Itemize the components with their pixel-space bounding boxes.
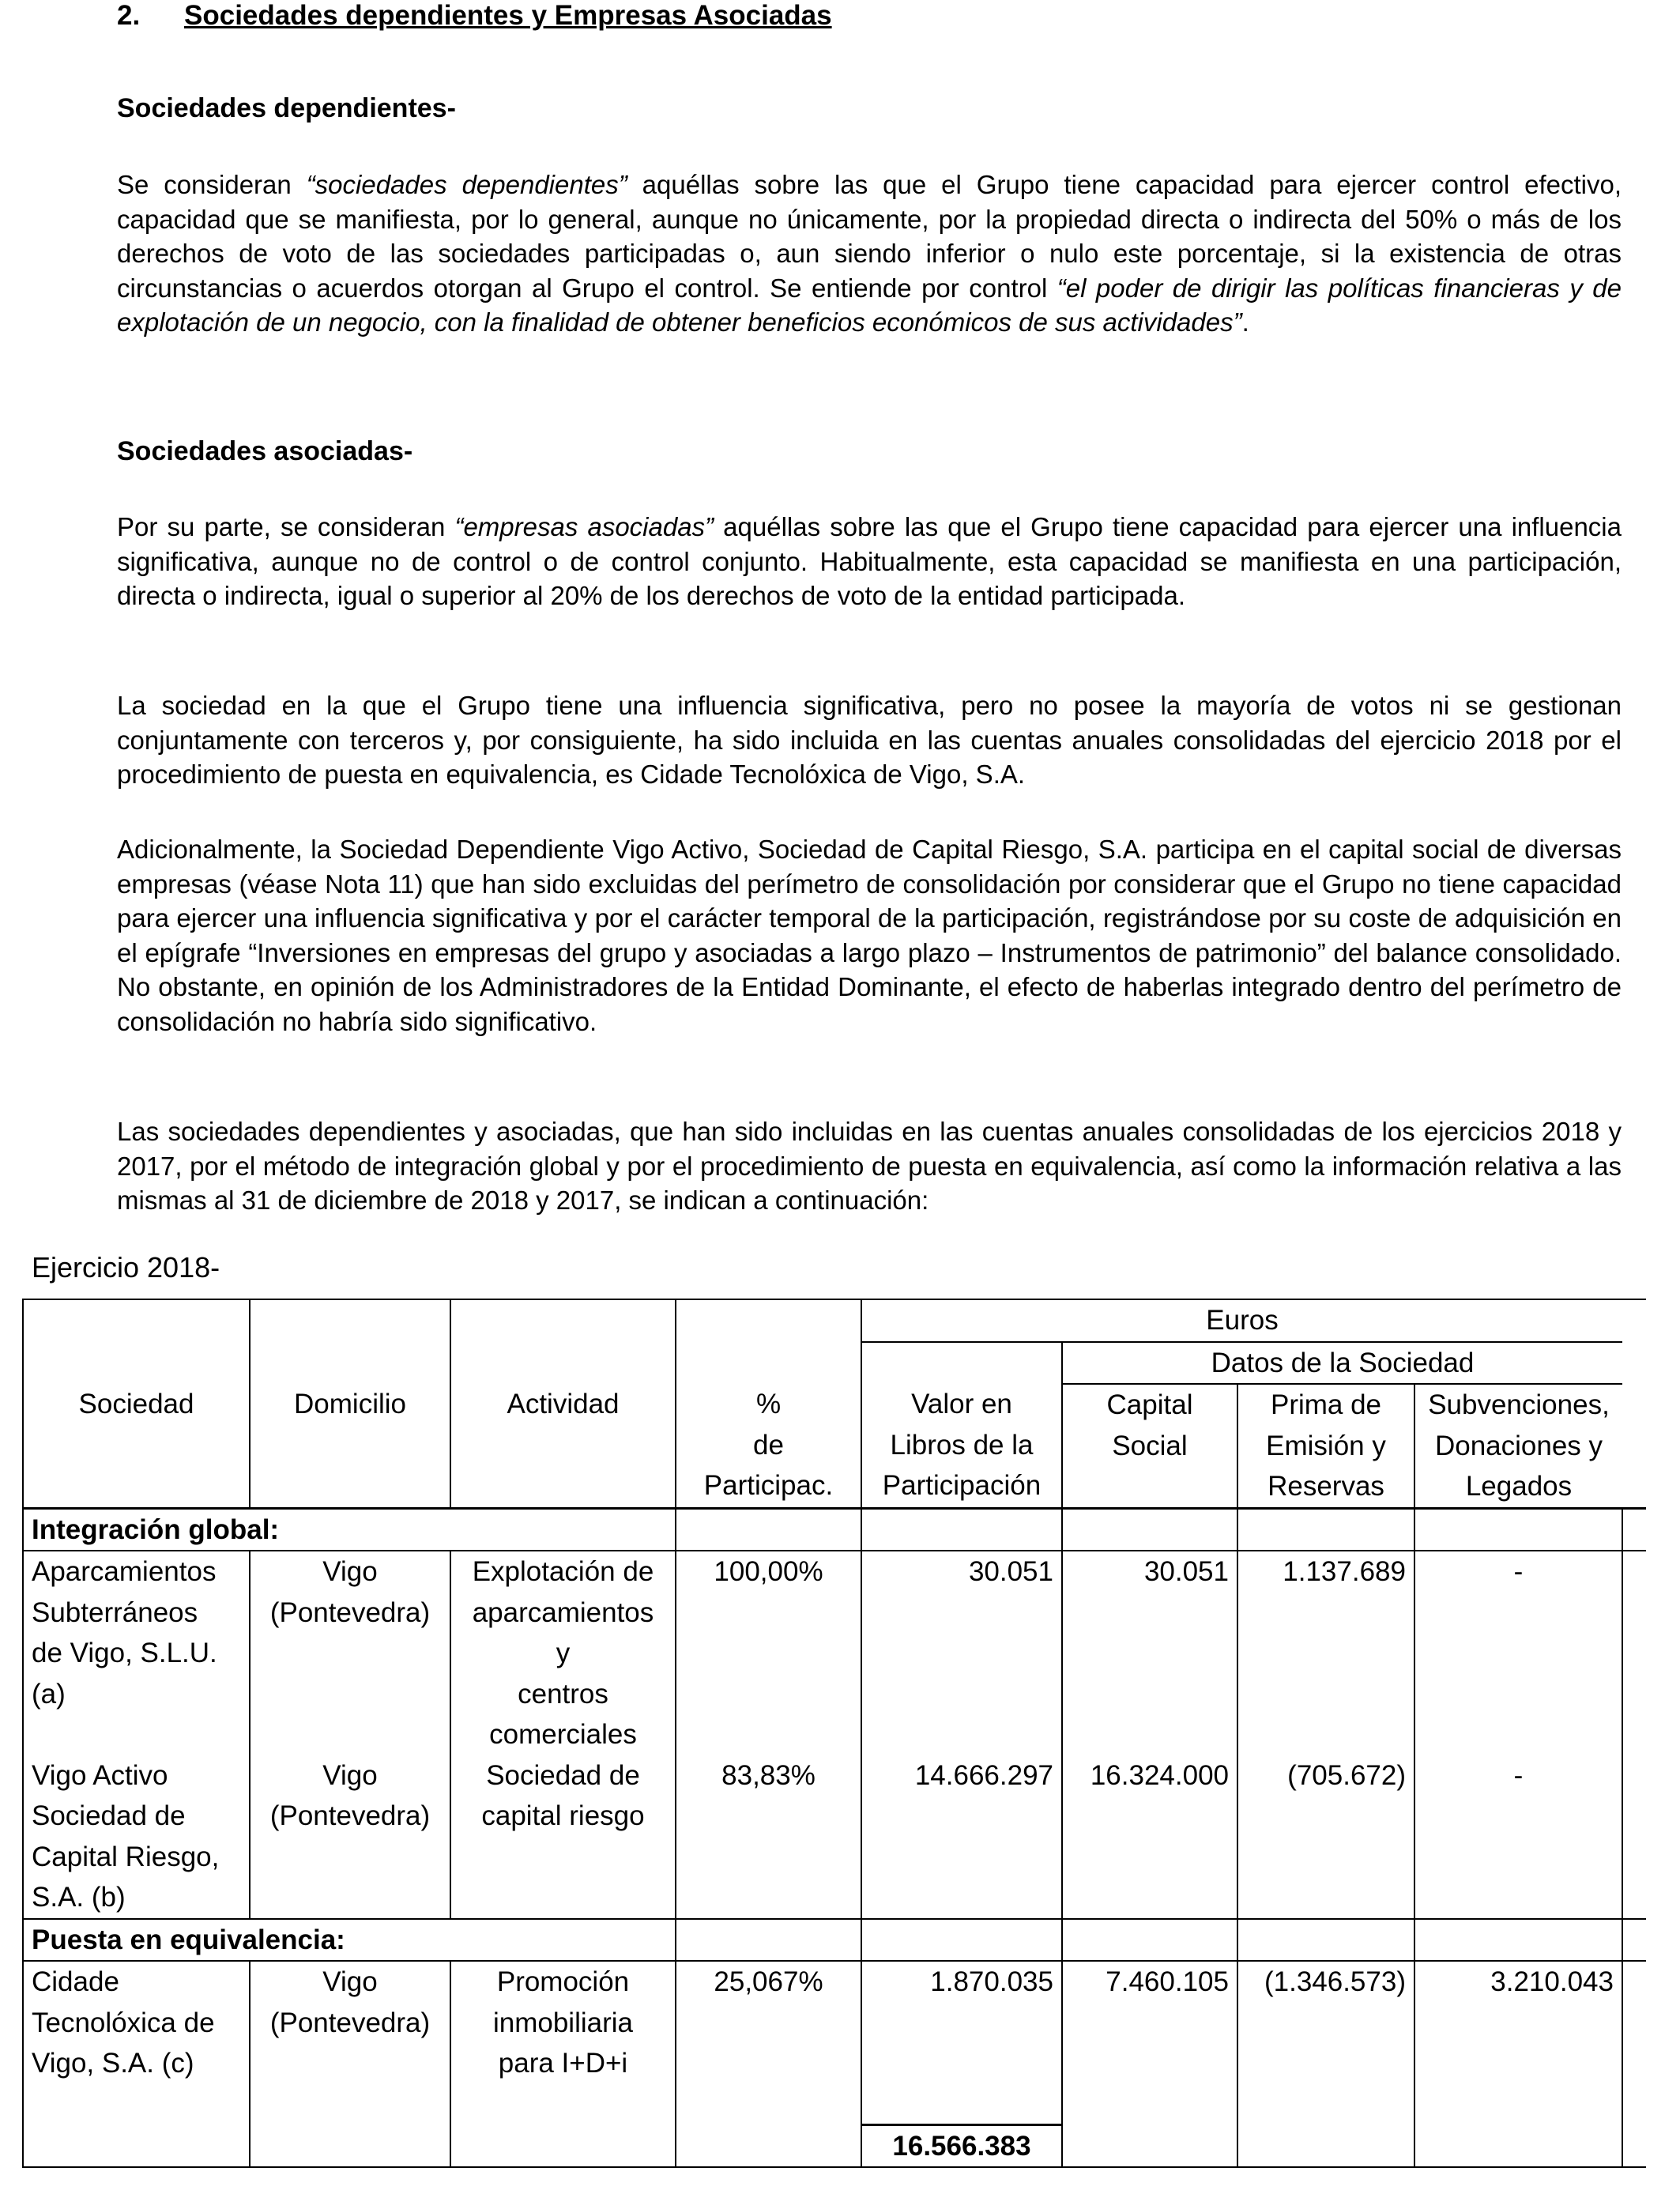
- cell-domicilio: Vigo (Pontevedra): [250, 1755, 450, 1919]
- cell-actividad: Sociedad de capital riesgo: [450, 1755, 676, 1919]
- cell-actividad: Explotación de aparcamientos y centros comerciales: [450, 1551, 676, 1755]
- col-valor-libros: Valor en Libros de la Participación: [861, 1384, 1062, 1508]
- euros-header: Euros: [861, 1299, 1622, 1342]
- col-sociedad: Sociedad: [23, 1384, 250, 1508]
- cell-capital: 30.051: [1062, 1551, 1237, 1755]
- section-title: Integración global:: [23, 1508, 676, 1551]
- asociadas-paragraph-4: Las sociedades dependientes y asociadas, que han sido incluidas en las cuentas anuales consolidadas de los ejercicios 2018 y 2017, por el método de integración global y por el procedimiento de puesta en equivalencia, así como la información relativa a las mismas al 31 de diciembre de 2018 y 2017, se indican a continuación:: [117, 1117, 1622, 1215]
- table-caption: Ejercicio 2018-: [32, 1251, 220, 1284]
- header-row-euros: [23, 1299, 1646, 1342]
- col-actividad: Actividad: [450, 1384, 676, 1508]
- cell-sociedad: Aparcamientos Subterráneos de Vigo, S.L.U. (a): [23, 1551, 250, 1755]
- col-prima-emision: Prima de Emisión y Reservas: [1237, 1384, 1414, 1508]
- section-row-integracion: [23, 1508, 1646, 1551]
- participations-table: [22, 1299, 1646, 2168]
- col-subvenciones: Subvenciones, Donaciones y Legados: [1414, 1384, 1622, 1508]
- col-capital-social: Capital Social: [1062, 1384, 1237, 1508]
- cell-prima: (705.672): [1237, 1755, 1414, 1919]
- cell-prima: 1.137.689: [1237, 1551, 1414, 1755]
- table-row: [23, 1755, 1646, 1919]
- datos-header: Datos de la Sociedad: [1062, 1342, 1622, 1385]
- cell-pct: 83,83%: [676, 1755, 861, 1919]
- section-title: Puesta en equivalencia:: [23, 1919, 676, 1962]
- cell-domicilio: Vigo (Pontevedra): [250, 1961, 450, 2124]
- dependientes-paragraph: Se consideran “sociedades dependientes” aquéllas sobre las que el Grupo tiene capacidad para ejercer control efectivo, capacidad que se manifiesta, por lo general, aunque no únicamente, por la propiedad directa o indirecta del 50% o más de los derechos de voto de las sociedades participadas o, aun siendo inferior o nulo este porcentaje, si la existencia de otras circunstancias o acuerdos otorgan al Grupo el control. Se entiende por control “el poder de dirigir las políticas financieras y de explotación de un negocio, con la finalidad de obtener beneficios económicos de sus actividades”.: [117, 170, 1622, 337]
- table-row: [23, 1551, 1646, 1755]
- section-number: 2.: [117, 0, 141, 31]
- asociadas-heading: Sociedades asociadas-: [117, 436, 413, 466]
- cell-valor: 30.051: [861, 1551, 1062, 1755]
- total-value: 16.566.383: [861, 2124, 1062, 2167]
- cell-pct: 25,067%: [676, 1961, 861, 2124]
- dependientes-heading: Sociedades dependientes-: [117, 93, 456, 123]
- cell-actividad: Promoción inmobiliaria para I+D+i: [450, 1961, 676, 2124]
- cell-prima: (1.346.573): [1237, 1961, 1414, 2124]
- total-row: [23, 2124, 1646, 2167]
- section-title: Sociedades dependientes y Empresas Asociadas: [184, 0, 832, 31]
- cell-sociedad: Cidade Tecnolóxica de Vigo, S.A. (c): [23, 1961, 250, 2124]
- header-row-datos: [23, 1342, 1646, 1385]
- cell-valor: 14.666.297: [861, 1755, 1062, 1919]
- cell-capital: 16.324.000: [1062, 1755, 1237, 1919]
- asociadas-paragraph-2: La sociedad en la que el Grupo tiene una influencia significativa, pero no posee la mayoría de votos ni se gestionan conjuntamente con terceros y, por consiguiente, ha sido incluida en las cuentas anuales consolidadas del ejercicio 2018 por el procedimiento de puesta en equivalencia, es Cidade Tecnolóxica de Vigo, S.A.: [117, 691, 1622, 789]
- cell-subv: -: [1414, 1551, 1622, 1755]
- cell-sociedad: Vigo Activo Sociedad de Capital Riesgo, S.A. (b): [23, 1755, 250, 1919]
- section-row-equivalencia: [23, 1919, 1646, 1962]
- cell-pct: 100,00%: [676, 1551, 861, 1755]
- cell-capital: 7.460.105: [1062, 1961, 1237, 2124]
- col-participacion: % de Participac.: [676, 1384, 861, 1508]
- section-heading: [117, 0, 832, 32]
- asociadas-paragraph-3: Adicionalmente, la Sociedad Dependiente Vigo Activo, Sociedad de Capital Riesgo, S.A. participa en el capital social de diversas empresas (véase Nota 11) que han sido excluidas del perímetro de consolidación por considerar que el Grupo no tiene capacidad para ejercer una influencia significativa y por el carácter temporal de la participación, registrándose por su coste de adquisición en el epígrafe “Inversiones en empresas del grupo y asociadas a largo plazo – Instrumentos de patrimonio” del balance consolidado. No obstante, en opinión de los Administradores de la Entidad Dominante, el efecto de haberlas integrado dentro del perímetro de consolidación no habría sido significativo.: [117, 835, 1622, 1036]
- cell-subv: 3.210.043: [1414, 1961, 1622, 2124]
- header-row-columns: [23, 1384, 1646, 1508]
- col-domicilio: Domicilio: [250, 1384, 450, 1508]
- cell-domicilio: Vigo (Pontevedra): [250, 1551, 450, 1755]
- table-row: [23, 1961, 1646, 2124]
- cell-subv: -: [1414, 1755, 1622, 1919]
- asociadas-paragraph-1: Por su parte, se consideran “empresas asociadas” aquéllas sobre las que el Grupo tiene capacidad para ejercer una influencia significativa, aunque no de control o de control conjunto. Habitualmente, esta capacidad se manifiesta en una participación, directa o indirecta, igual o superior al 20% de los derechos de voto de la entidad participada.: [117, 512, 1622, 610]
- cell-valor: 1.870.035: [861, 1961, 1062, 2124]
